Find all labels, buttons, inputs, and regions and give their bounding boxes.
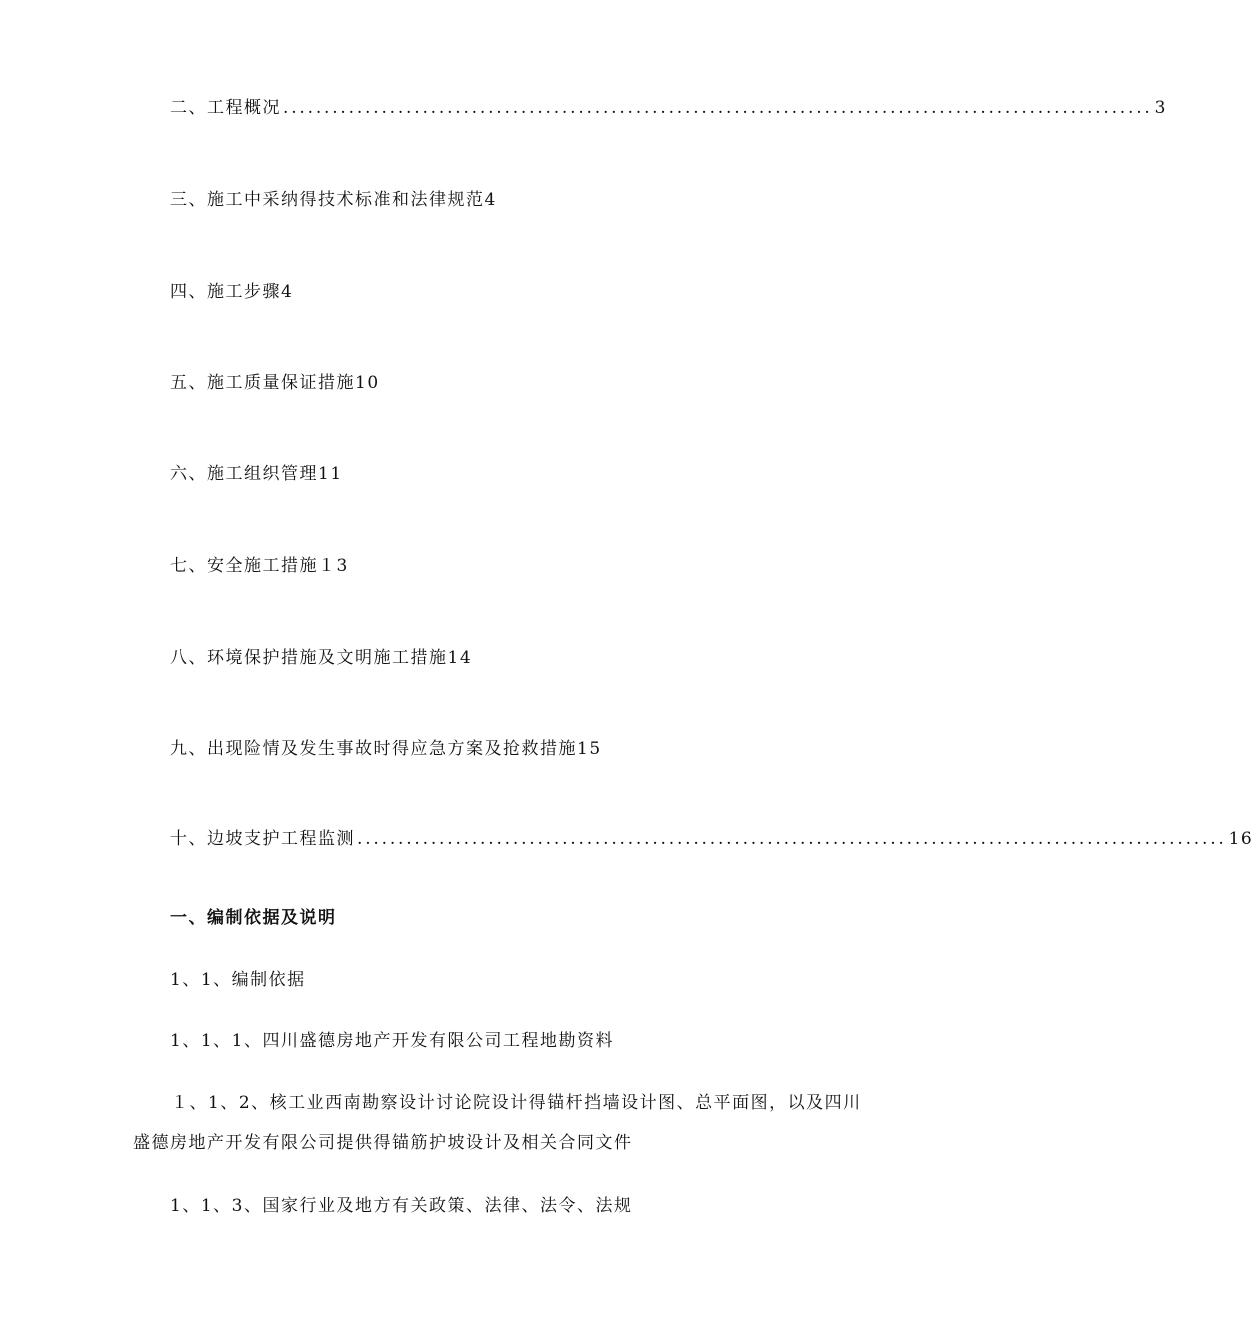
toc-entry-2[interactable] <box>170 97 1167 119</box>
toc-dot-leader: .......................................................................................................... <box>357 829 1227 849</box>
toc-entry-title: 四、施工步骤4 <box>170 282 294 302</box>
toc-entry-8[interactable] <box>170 647 472 669</box>
toc-entry-title: 三、施工中采纳得技术标准和法律规范4 <box>170 190 497 210</box>
toc-entry-5[interactable] <box>170 372 380 394</box>
basis-item-3: 1、1、3、国家行业及地方有关政策、法律、法令、法规 <box>170 1196 633 1216</box>
toc-entry-title: 九、出现险情及发生事故时得应急方案及抢救措施15 <box>170 739 602 759</box>
toc-entry-6[interactable] <box>170 463 343 485</box>
toc-entry-title: 八、环境保护措施及文明施工措施14 <box>170 648 473 668</box>
toc-entry-9[interactable] <box>170 738 602 760</box>
sub-heading: 1、1、编制依据 <box>170 970 306 990</box>
basis-item-2: １、1、2、核工业西南勘察设计讨论院设计得锚杆挡墙设计图、总平面图，以及四川盛德房地产开发有限公司提供得锚筋护坡设计及相关合同文件 <box>133 1093 862 1153</box>
basis-item-1: 1、1、1、四川盛德房地产开发有限公司工程地勘资料 <box>170 1031 614 1051</box>
toc-entry-title: 六、施工组织管理11 <box>170 464 343 484</box>
toc-entry-4[interactable] <box>170 281 293 303</box>
toc-entry-7[interactable] <box>170 555 349 577</box>
toc-dot-leader: .......................................................................................................... <box>283 98 1153 118</box>
toc-entry-10[interactable] <box>170 828 1253 850</box>
toc-page-number: 3 <box>1154 98 1167 118</box>
toc-entry-title: 十、边坡支护工程监测 <box>170 829 355 849</box>
toc-entry-3[interactable] <box>170 189 497 211</box>
toc-entry-title: 二、工程概况 <box>170 98 281 118</box>
toc-entry-title: 五、施工质量保证措施10 <box>170 373 380 393</box>
toc-entry-title: 七、安全施工措施１3 <box>170 556 349 576</box>
section-heading: 一、编制依据及说明 <box>170 908 337 928</box>
toc-page-number: 16 <box>1228 829 1253 849</box>
